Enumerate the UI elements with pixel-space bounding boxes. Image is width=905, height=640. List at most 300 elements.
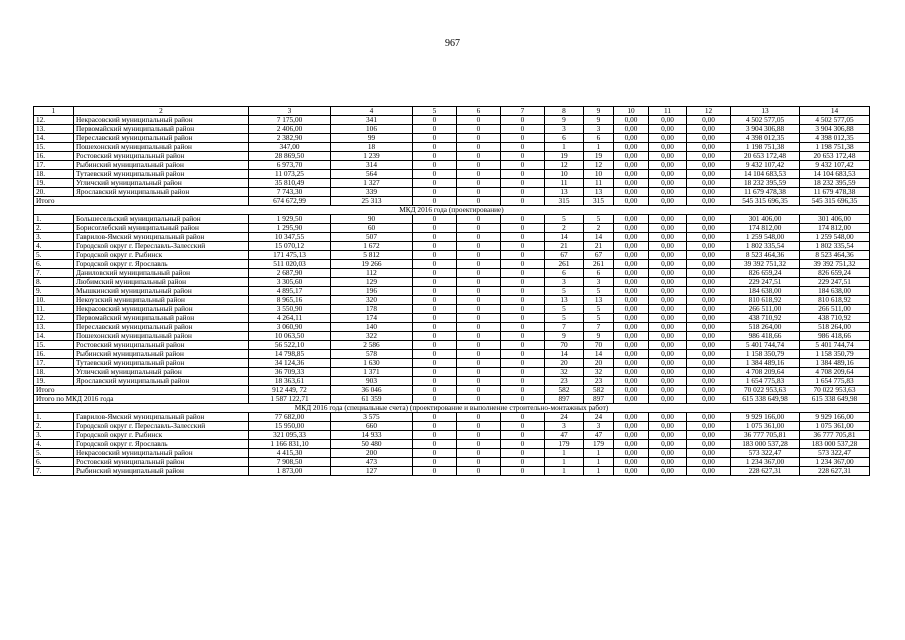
table-cell: 0,00 bbox=[687, 233, 731, 242]
table-cell: 0,00 bbox=[649, 323, 687, 332]
table-cell: 3 060,90 bbox=[249, 323, 331, 332]
table-cell: 184 638,00 bbox=[731, 287, 800, 296]
table-row bbox=[34, 242, 870, 251]
table-cell: 6 bbox=[584, 269, 614, 278]
table-cell: 0,00 bbox=[614, 278, 649, 287]
table-row bbox=[34, 134, 870, 143]
table-cell: 0 bbox=[457, 251, 501, 260]
table-cell: 11 073,25 bbox=[249, 170, 331, 179]
table-cell: 174 812,00 bbox=[731, 224, 800, 233]
municipality-name-cell: Переславский муниципальный район bbox=[74, 134, 249, 143]
table-row bbox=[34, 467, 870, 476]
table-cell: 0 bbox=[501, 296, 545, 305]
table-cell: 0,00 bbox=[649, 242, 687, 251]
table-cell: 0,00 bbox=[649, 161, 687, 170]
table-cell: 0,00 bbox=[687, 341, 731, 350]
table-cell: 0,00 bbox=[687, 332, 731, 341]
table-cell: 0,00 bbox=[649, 233, 687, 242]
total-label: Итого bbox=[34, 197, 249, 206]
table-cell: 0 bbox=[501, 260, 545, 269]
table-cell: 3 550,90 bbox=[249, 305, 331, 314]
table-cell: 90 bbox=[331, 215, 413, 224]
table-cell: 564 bbox=[331, 170, 413, 179]
municipality-name-cell: Большесельский муниципальный район bbox=[74, 215, 249, 224]
table-cell: 1 bbox=[545, 467, 584, 476]
table-cell: 229 247,51 bbox=[731, 278, 800, 287]
table-cell: 18 363,61 bbox=[249, 377, 331, 386]
table-cell: 0,00 bbox=[614, 134, 649, 143]
table-cell: 174 bbox=[331, 314, 413, 323]
row-number-cell: 1. bbox=[34, 215, 74, 224]
table-cell: 1 929,50 bbox=[249, 215, 331, 224]
table-cell: 4 708 209,64 bbox=[800, 368, 870, 377]
table-cell: 178 bbox=[331, 305, 413, 314]
table-cell: 0 bbox=[413, 161, 457, 170]
table-cell: 347,00 bbox=[249, 143, 331, 152]
table-cell: 5 bbox=[584, 287, 614, 296]
column-number-cell: 11 bbox=[649, 107, 687, 116]
total-cell: 0 bbox=[501, 395, 545, 404]
table-cell: 2 586 bbox=[331, 341, 413, 350]
table-cell: 4 415,30 bbox=[249, 449, 331, 458]
municipality-name-cell: Гаврилов-Ямский муниципальный район bbox=[74, 233, 249, 242]
table-cell: 14 798,85 bbox=[249, 350, 331, 359]
table-cell: 0,00 bbox=[687, 152, 731, 161]
table-cell: 196 bbox=[331, 287, 413, 296]
total-cell: 70 022 953,63 bbox=[800, 386, 870, 395]
table-cell: 4 398 012,35 bbox=[800, 134, 870, 143]
total-cell: 315 bbox=[545, 197, 584, 206]
table-cell: 9 bbox=[584, 116, 614, 125]
table-cell: 229 247,51 bbox=[800, 278, 870, 287]
table-cell: 0,00 bbox=[649, 305, 687, 314]
municipality-name-cell: Тутаевский муниципальный район bbox=[74, 170, 249, 179]
table-cell: 6 bbox=[545, 269, 584, 278]
column-number-cell: 10 bbox=[614, 107, 649, 116]
table-cell: 0,00 bbox=[614, 287, 649, 296]
table-cell: 0 bbox=[457, 269, 501, 278]
municipality-name-cell: Городской округ г. Рыбинск bbox=[74, 251, 249, 260]
row-number-cell: 18. bbox=[34, 170, 74, 179]
municipality-name-cell: Первомайский муниципальный район bbox=[74, 314, 249, 323]
total-cell: 0,00 bbox=[614, 386, 649, 395]
table-cell: 4 895,17 bbox=[249, 287, 331, 296]
table-cell: 14 933 bbox=[331, 431, 413, 440]
table-cell: 0,00 bbox=[687, 440, 731, 449]
row-number-cell: 13. bbox=[34, 125, 74, 134]
table-cell: 0,00 bbox=[687, 179, 731, 188]
table-cell: 0 bbox=[457, 377, 501, 386]
municipality-name-cell: Некрасовский муниципальный район bbox=[74, 449, 249, 458]
table-cell: 106 bbox=[331, 125, 413, 134]
total-cell: 0,00 bbox=[649, 395, 687, 404]
table-cell: 0,00 bbox=[687, 314, 731, 323]
total-cell: 61 359 bbox=[331, 395, 413, 404]
column-number-cell: 5 bbox=[413, 107, 457, 116]
table-cell: 0,00 bbox=[649, 278, 687, 287]
table-cell: 0 bbox=[457, 152, 501, 161]
table-cell: 1 bbox=[584, 143, 614, 152]
table-cell: 0 bbox=[457, 449, 501, 458]
table-cell: 2 687,90 bbox=[249, 269, 331, 278]
table-cell: 0,00 bbox=[687, 125, 731, 134]
table-cell: 0 bbox=[457, 179, 501, 188]
table-cell: 0 bbox=[413, 242, 457, 251]
table-row bbox=[34, 368, 870, 377]
table-cell: 0,00 bbox=[687, 422, 731, 431]
table-cell: 0,00 bbox=[614, 323, 649, 332]
total-cell: 674 672,99 bbox=[249, 197, 331, 206]
table-cell: 77 682,00 bbox=[249, 413, 331, 422]
table-cell: 320 bbox=[331, 296, 413, 305]
total-cell: 0 bbox=[413, 395, 457, 404]
table-cell: 9 432 107,42 bbox=[731, 161, 800, 170]
table-cell: 0 bbox=[413, 287, 457, 296]
total-cell: 615 338 649,98 bbox=[731, 395, 800, 404]
table-row bbox=[34, 260, 870, 269]
table-cell: 0 bbox=[501, 413, 545, 422]
table-cell: 13 bbox=[584, 188, 614, 197]
table-cell: 0 bbox=[501, 161, 545, 170]
table-cell: 4 502 577,05 bbox=[731, 116, 800, 125]
table-cell: 7 bbox=[584, 323, 614, 332]
table-cell: 23 bbox=[584, 377, 614, 386]
table-cell: 12 bbox=[584, 161, 614, 170]
total-cell: 0,00 bbox=[649, 197, 687, 206]
table-cell: 0 bbox=[413, 251, 457, 260]
table-cell: 0,00 bbox=[687, 359, 731, 368]
municipality-name-cell: Некрасовский муниципальный район bbox=[74, 116, 249, 125]
table-cell: 18 bbox=[331, 143, 413, 152]
row-number-cell: 6. bbox=[34, 458, 74, 467]
row-number-cell: 19. bbox=[34, 179, 74, 188]
table-cell: 341 bbox=[331, 116, 413, 125]
municipality-name-cell: Угличский муниципальный район bbox=[74, 179, 249, 188]
table-row bbox=[34, 296, 870, 305]
table-cell: 810 618,92 bbox=[731, 296, 800, 305]
column-number-cell: 2 bbox=[74, 107, 249, 116]
table-cell: 314 bbox=[331, 161, 413, 170]
table-cell: 0 bbox=[457, 350, 501, 359]
table-cell: 0 bbox=[457, 431, 501, 440]
table-cell: 9 bbox=[584, 332, 614, 341]
table-cell: 438 710,92 bbox=[731, 314, 800, 323]
table-cell: 0 bbox=[457, 458, 501, 467]
table-cell: 9 929 166,00 bbox=[800, 413, 870, 422]
table-cell: 0 bbox=[501, 179, 545, 188]
table-cell: 0,00 bbox=[649, 314, 687, 323]
table-cell: 0 bbox=[413, 134, 457, 143]
table-cell: 0,00 bbox=[614, 215, 649, 224]
table-cell: 0 bbox=[501, 278, 545, 287]
table-cell: 9 bbox=[545, 116, 584, 125]
row-number-cell: 17. bbox=[34, 359, 74, 368]
table-cell: 321 095,33 bbox=[249, 431, 331, 440]
row-number-cell: 9. bbox=[34, 287, 74, 296]
municipality-name-cell: Городской округ г. Ярославль bbox=[74, 260, 249, 269]
table-cell: 0 bbox=[501, 224, 545, 233]
table-cell: 0,00 bbox=[649, 287, 687, 296]
table-cell: 0,00 bbox=[614, 233, 649, 242]
table-row bbox=[34, 413, 870, 422]
table-cell: 4 502 577,05 bbox=[800, 116, 870, 125]
column-number-cell: 4 bbox=[331, 107, 413, 116]
table-cell: 0,00 bbox=[649, 143, 687, 152]
table-cell: 0 bbox=[501, 323, 545, 332]
table-cell: 13 bbox=[584, 296, 614, 305]
column-number-cell: 14 bbox=[800, 107, 870, 116]
total-cell: 0 bbox=[501, 386, 545, 395]
table-row bbox=[34, 251, 870, 260]
table-cell: 0,00 bbox=[614, 368, 649, 377]
table-cell: 20 653 172,48 bbox=[800, 152, 870, 161]
table-cell: 2 bbox=[545, 224, 584, 233]
table-cell: 3 904 306,88 bbox=[800, 125, 870, 134]
municipality-name-cell: Гаврилов-Ямский муниципальный район bbox=[74, 413, 249, 422]
municipality-name-cell: Пошехонский муниципальный район bbox=[74, 143, 249, 152]
column-number-cell: 3 bbox=[249, 107, 331, 116]
table-cell: 1 234 367,00 bbox=[731, 458, 800, 467]
municipality-name-cell: Борисоглебский муниципальный район bbox=[74, 224, 249, 233]
table-cell: 99 bbox=[331, 134, 413, 143]
table-cell: 0 bbox=[501, 422, 545, 431]
table-cell: 0,00 bbox=[614, 179, 649, 188]
section-title: МКД 2016 года (специальные счета) (проектирование и выполнение строительно-монтажных работ) bbox=[34, 404, 870, 413]
table-cell: 0,00 bbox=[687, 296, 731, 305]
column-number-cell: 9 bbox=[584, 107, 614, 116]
table-cell: 0,00 bbox=[687, 368, 731, 377]
row-number-cell: 19. bbox=[34, 377, 74, 386]
table-cell: 986 418,66 bbox=[731, 332, 800, 341]
total-cell: 0 bbox=[457, 395, 501, 404]
table-cell: 0 bbox=[457, 215, 501, 224]
table-cell: 0,00 bbox=[687, 242, 731, 251]
table-cell: 14 bbox=[584, 350, 614, 359]
table-cell: 0 bbox=[413, 458, 457, 467]
table-cell: 0,00 bbox=[649, 440, 687, 449]
table-cell: 0,00 bbox=[649, 134, 687, 143]
total-cell: 912 449, 72 bbox=[249, 386, 331, 395]
table-cell: 39 392 751,32 bbox=[800, 260, 870, 269]
table-cell: 1 259 548,00 bbox=[800, 233, 870, 242]
table-row bbox=[34, 377, 870, 386]
table-cell: 0,00 bbox=[614, 242, 649, 251]
table-cell: 6 bbox=[545, 134, 584, 143]
table-cell: 12 bbox=[545, 161, 584, 170]
table-cell: 0,00 bbox=[649, 251, 687, 260]
table-cell: 0,00 bbox=[614, 260, 649, 269]
municipality-name-cell: Угличский муниципальный район bbox=[74, 368, 249, 377]
table-cell: 0,00 bbox=[687, 170, 731, 179]
total-cell: 0,00 bbox=[687, 197, 731, 206]
table-cell: 3 575 bbox=[331, 413, 413, 422]
table-cell: 1 384 489,16 bbox=[800, 359, 870, 368]
table-cell: 2 406,00 bbox=[249, 125, 331, 134]
section-header-row bbox=[34, 404, 870, 413]
table-cell: 0,00 bbox=[687, 350, 731, 359]
table-cell: 0 bbox=[501, 440, 545, 449]
row-number-cell: 8. bbox=[34, 278, 74, 287]
table-cell: 1 239 bbox=[331, 152, 413, 161]
table-cell: 129 bbox=[331, 278, 413, 287]
table-cell: 0,00 bbox=[687, 323, 731, 332]
municipality-name-cell: Пошехонский муниципальный район bbox=[74, 332, 249, 341]
table-cell: 1 075 361,00 bbox=[731, 422, 800, 431]
table-cell: 0 bbox=[413, 179, 457, 188]
section-header-row bbox=[34, 206, 870, 215]
table-cell: 8 965,16 bbox=[249, 296, 331, 305]
table-cell: 0,00 bbox=[649, 179, 687, 188]
table-cell: 0 bbox=[413, 215, 457, 224]
table-cell: 36 709,33 bbox=[249, 368, 331, 377]
table-cell: 5 401 744,74 bbox=[731, 341, 800, 350]
total-cell: 0 bbox=[413, 197, 457, 206]
municipality-name-cell: Ростовский муниципальный район bbox=[74, 458, 249, 467]
table-cell: 0,00 bbox=[614, 224, 649, 233]
table-row bbox=[34, 422, 870, 431]
table-cell: 0 bbox=[501, 305, 545, 314]
table-cell: 23 bbox=[545, 377, 584, 386]
table-cell: 15 950,00 bbox=[249, 422, 331, 431]
table-cell: 0 bbox=[457, 296, 501, 305]
table-cell: 1 802 335,54 bbox=[731, 242, 800, 251]
table-cell: 0,00 bbox=[614, 269, 649, 278]
total-cell: 315 bbox=[584, 197, 614, 206]
table-cell: 24 bbox=[545, 413, 584, 422]
table-cell: 1 bbox=[545, 458, 584, 467]
table-cell: 228 627,31 bbox=[731, 467, 800, 476]
table-cell: 810 618,92 bbox=[800, 296, 870, 305]
table-cell: 0,00 bbox=[614, 125, 649, 134]
table-cell: 0,00 bbox=[614, 431, 649, 440]
table-cell: 0,00 bbox=[649, 125, 687, 134]
table-cell: 19 266 bbox=[331, 260, 413, 269]
municipality-name-cell: Городской округ г. Рыбинск bbox=[74, 431, 249, 440]
table-cell: 0,00 bbox=[687, 116, 731, 125]
table-cell: 0,00 bbox=[649, 458, 687, 467]
table-cell: 0 bbox=[413, 413, 457, 422]
column-number-cell: 7 bbox=[501, 107, 545, 116]
table-cell: 0,00 bbox=[614, 467, 649, 476]
table-row bbox=[34, 440, 870, 449]
table-cell: 0 bbox=[457, 305, 501, 314]
table-cell: 0 bbox=[501, 233, 545, 242]
table-cell: 140 bbox=[331, 323, 413, 332]
table-cell: 6 973,70 bbox=[249, 161, 331, 170]
table-cell: 0 bbox=[413, 152, 457, 161]
table-cell: 5 bbox=[584, 305, 614, 314]
row-number-cell: 16. bbox=[34, 152, 74, 161]
table-cell: 339 bbox=[331, 188, 413, 197]
table-cell: 0 bbox=[457, 323, 501, 332]
table-cell: 0 bbox=[413, 449, 457, 458]
table-cell: 0,00 bbox=[687, 269, 731, 278]
table-cell: 0 bbox=[457, 233, 501, 242]
table-cell: 0 bbox=[413, 296, 457, 305]
municipality-name-cell: Ярославский муниципальный район bbox=[74, 377, 249, 386]
table-cell: 0,00 bbox=[687, 161, 731, 170]
table-cell: 1 654 775,83 bbox=[800, 377, 870, 386]
table-cell: 0 bbox=[501, 449, 545, 458]
table-cell: 0,00 bbox=[649, 377, 687, 386]
table-cell: 0,00 bbox=[649, 359, 687, 368]
row-number-cell: 10. bbox=[34, 296, 74, 305]
table-cell: 1 bbox=[545, 449, 584, 458]
table-cell: 228 627,31 bbox=[800, 467, 870, 476]
table-row bbox=[34, 458, 870, 467]
municipality-name-cell: Городской округ г. Переславль-Залесский bbox=[74, 242, 249, 251]
table-cell: 0,00 bbox=[614, 296, 649, 305]
municipality-name-cell: Рыбинский муниципальный район bbox=[74, 467, 249, 476]
table-row bbox=[34, 323, 870, 332]
table-cell: 5 bbox=[545, 305, 584, 314]
municipality-name-cell: Любимский муниципальный район bbox=[74, 278, 249, 287]
table-cell: 0,00 bbox=[649, 152, 687, 161]
row-number-cell: 2. bbox=[34, 224, 74, 233]
municipality-name-cell: Ростовский муниципальный район bbox=[74, 152, 249, 161]
table-cell: 3 bbox=[584, 125, 614, 134]
table-cell: 826 659,24 bbox=[731, 269, 800, 278]
table-cell: 518 264,00 bbox=[731, 323, 800, 332]
table-cell: 21 bbox=[545, 242, 584, 251]
table-cell: 660 bbox=[331, 422, 413, 431]
table-cell: 0 bbox=[457, 134, 501, 143]
table-cell: 0 bbox=[501, 242, 545, 251]
table-cell: 14 104 683,53 bbox=[731, 170, 800, 179]
table-cell: 0,00 bbox=[614, 341, 649, 350]
table-cell: 5 bbox=[545, 215, 584, 224]
table-cell: 511 020,03 bbox=[249, 260, 331, 269]
table-row bbox=[34, 350, 870, 359]
table-cell: 0 bbox=[413, 440, 457, 449]
table-cell: 0,00 bbox=[649, 170, 687, 179]
municipality-name-cell: Первомайский муниципальный район bbox=[74, 125, 249, 134]
total-cell: 1 587 122,71 bbox=[249, 395, 331, 404]
table-cell: 1 234 367,00 bbox=[800, 458, 870, 467]
table-cell: 0 bbox=[457, 116, 501, 125]
table-cell: 1 295,90 bbox=[249, 224, 331, 233]
table-cell: 32 bbox=[584, 368, 614, 377]
table-cell: 47 bbox=[584, 431, 614, 440]
table-cell: 0,00 bbox=[687, 134, 731, 143]
table-cell: 1 672 bbox=[331, 242, 413, 251]
row-number-cell: 3. bbox=[34, 431, 74, 440]
table-cell: 0 bbox=[413, 314, 457, 323]
table-cell: 301 406,00 bbox=[800, 215, 870, 224]
table-cell: 986 418,66 bbox=[800, 332, 870, 341]
row-number-cell: 15. bbox=[34, 341, 74, 350]
total-cell: 545 315 696,35 bbox=[731, 197, 800, 206]
table-cell: 9 929 166,00 bbox=[731, 413, 800, 422]
table-cell: 1 802 335,54 bbox=[800, 242, 870, 251]
table-row bbox=[34, 305, 870, 314]
total-cell: 0 bbox=[501, 197, 545, 206]
table-cell: 0,00 bbox=[687, 224, 731, 233]
municipality-name-cell: Переславский муниципальный район bbox=[74, 323, 249, 332]
total-cell: 25 313 bbox=[331, 197, 413, 206]
table-cell: 0 bbox=[457, 143, 501, 152]
table-cell: 0,00 bbox=[649, 413, 687, 422]
table-cell: 15 070,12 bbox=[249, 242, 331, 251]
row-number-cell: 17. bbox=[34, 161, 74, 170]
table-cell: 518 264,00 bbox=[800, 323, 870, 332]
table-cell: 0 bbox=[457, 359, 501, 368]
table-cell: 0 bbox=[413, 431, 457, 440]
table-cell: 1 bbox=[584, 467, 614, 476]
table-cell: 0,00 bbox=[649, 269, 687, 278]
table-cell: 903 bbox=[331, 377, 413, 386]
table-cell: 0 bbox=[501, 287, 545, 296]
